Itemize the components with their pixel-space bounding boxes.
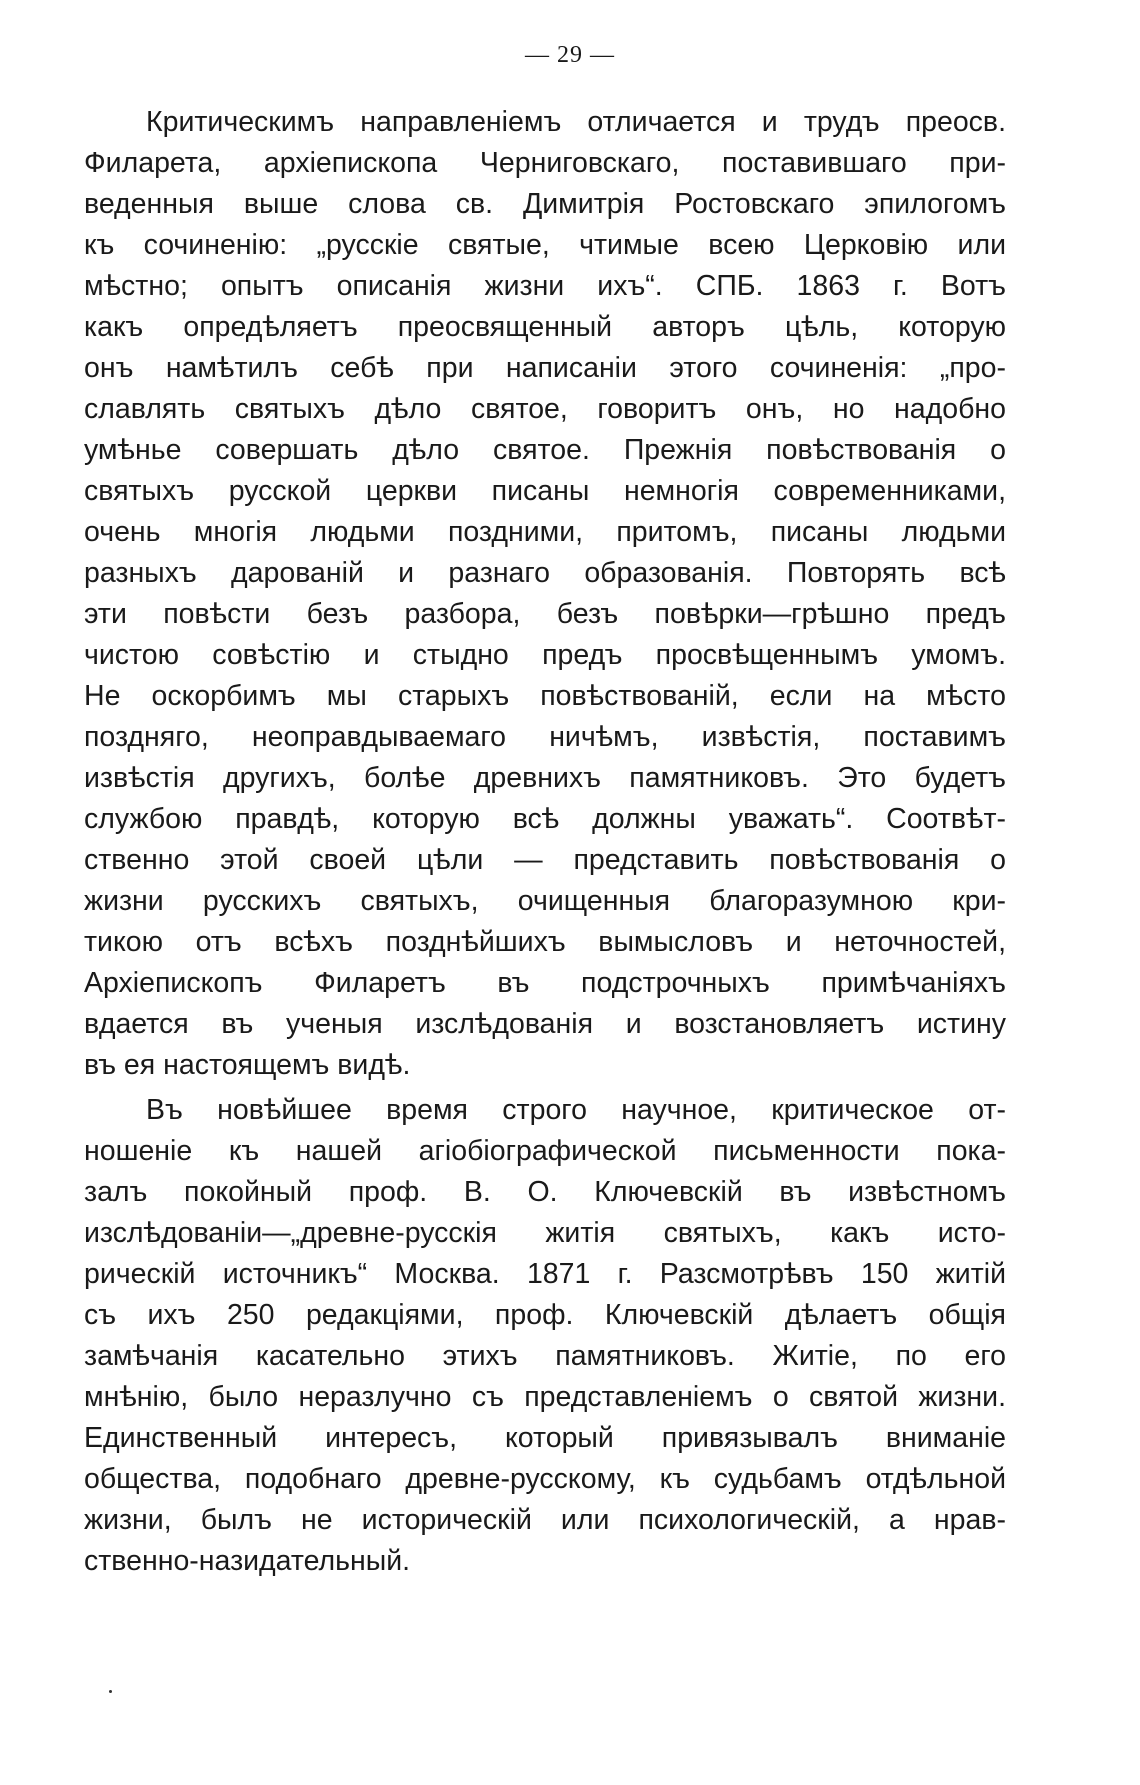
text-line: поздняго, неоправдываемаго ничѣмъ, извѣстія, поставимъ xyxy=(84,721,1006,753)
paragraph-1 xyxy=(84,102,1006,1086)
text-line: онъ намѣтилъ себѣ при написаніи этого сочиненія: „про- xyxy=(84,352,1006,384)
text-line: веденныя выше слова св. Димитрія Ростовскаго эпилогомъ xyxy=(84,188,1006,220)
text-line: Въ новѣйшее время строго научное, критическое от- xyxy=(146,1094,1006,1126)
print-speck xyxy=(109,1690,112,1693)
text-line: общества, подобнаго древне-русскому, къ судьбамъ отдѣльной xyxy=(84,1463,1006,1495)
text-line: тикою отъ всѣхъ позднѣйшихъ вымысловъ и неточностей, xyxy=(84,926,1006,958)
text-line: вдается въ ученыя изслѣдованія и возстановляетъ истину xyxy=(84,1008,1006,1040)
text-line: ношеніе къ нашей агіобіографической письменности пока- xyxy=(84,1135,1006,1167)
text-line: службою правдѣ, которую всѣ должны уважать“. Соотвѣт- xyxy=(84,803,1006,835)
text-line: славлять святыхъ дѣло святое, говоритъ онъ, но надобно xyxy=(84,393,1006,425)
text-line: чистою совѣстію и стыдно предъ просвѣщеннымъ умомъ. xyxy=(84,639,1006,671)
text-line: жизни, былъ не историческій или психологическій, а нрав- xyxy=(84,1504,1006,1536)
text-line: мнѣнію, было неразлучно съ представленіемъ о святой жизни. xyxy=(84,1381,1006,1413)
text-line: жизни русскихъ святыхъ, очищенныя благоразумною кри- xyxy=(84,885,1006,917)
text-line: съ ихъ 250 редакціями, проф. Ключевскій дѣлаетъ общія xyxy=(84,1299,1006,1331)
text-line: святыхъ русской церкви писаны немногія современниками, xyxy=(84,475,1006,507)
text-line: замѣчанія касательно этихъ памятниковъ. Житіе, по его xyxy=(84,1340,1006,1372)
text-line: разныхъ дарованій и разнаго образованія. Повторять всѣ xyxy=(84,557,1006,589)
text-line: мѣстно; опытъ описанія жизни ихъ“. СПБ. 1863 г. Вотъ xyxy=(84,270,1006,302)
text-line: залъ покойный проф. В. О. Ключевскій въ извѣстномъ xyxy=(84,1176,1006,1208)
page-number: — 29 — xyxy=(525,42,615,68)
text-line: извѣстія другихъ, болѣе древнихъ памятниковъ. Это будетъ xyxy=(84,762,1006,794)
text-line: Филарета, архіепископа Черниговскаго, поставившаго при- xyxy=(84,147,1006,179)
text-line: къ сочиненію: „русскіе святые, чтимые всею Церковію или xyxy=(84,229,1006,261)
text-line: изслѣдованіи—„древне-русскія житія святыхъ, какъ исто- xyxy=(84,1217,1006,1249)
text-line: Критическимъ направленіемъ отличается и трудъ преосв. xyxy=(146,106,1006,138)
text-line: Архіепископъ Филаретъ въ подстрочныхъ примѣчаніяхъ xyxy=(84,967,1006,999)
text-line: какъ опредѣляетъ преосвященный авторъ цѣль, которую xyxy=(84,311,1006,343)
text-line: очень многія людьми поздними, притомъ, писаны людьми xyxy=(84,516,1006,548)
text-line: въ ея настоящемъ видѣ. xyxy=(84,1049,411,1081)
text-line: ственно этой своей цѣли — представить повѣствованія о xyxy=(84,844,1006,876)
text-line: Единственный интересъ, который привязывалъ вниманіе xyxy=(84,1422,1006,1454)
paragraph-2 xyxy=(84,1090,1006,1582)
text-line: рическій источникъ“ Москва. 1871 г. Разсмотрѣвъ 150 житій xyxy=(84,1258,1006,1290)
text-line: ственно-назидательный. xyxy=(84,1545,411,1577)
text-line: умѣнье совершать дѣло святое. Прежнія повѣствованія о xyxy=(84,434,1006,466)
text-line: эти повѣсти безъ разбора, безъ повѣрки—грѣшно предъ xyxy=(84,598,1006,630)
text-line: Не оскорбимъ мы старыхъ повѣствованій, если на мѣсто xyxy=(84,680,1006,712)
